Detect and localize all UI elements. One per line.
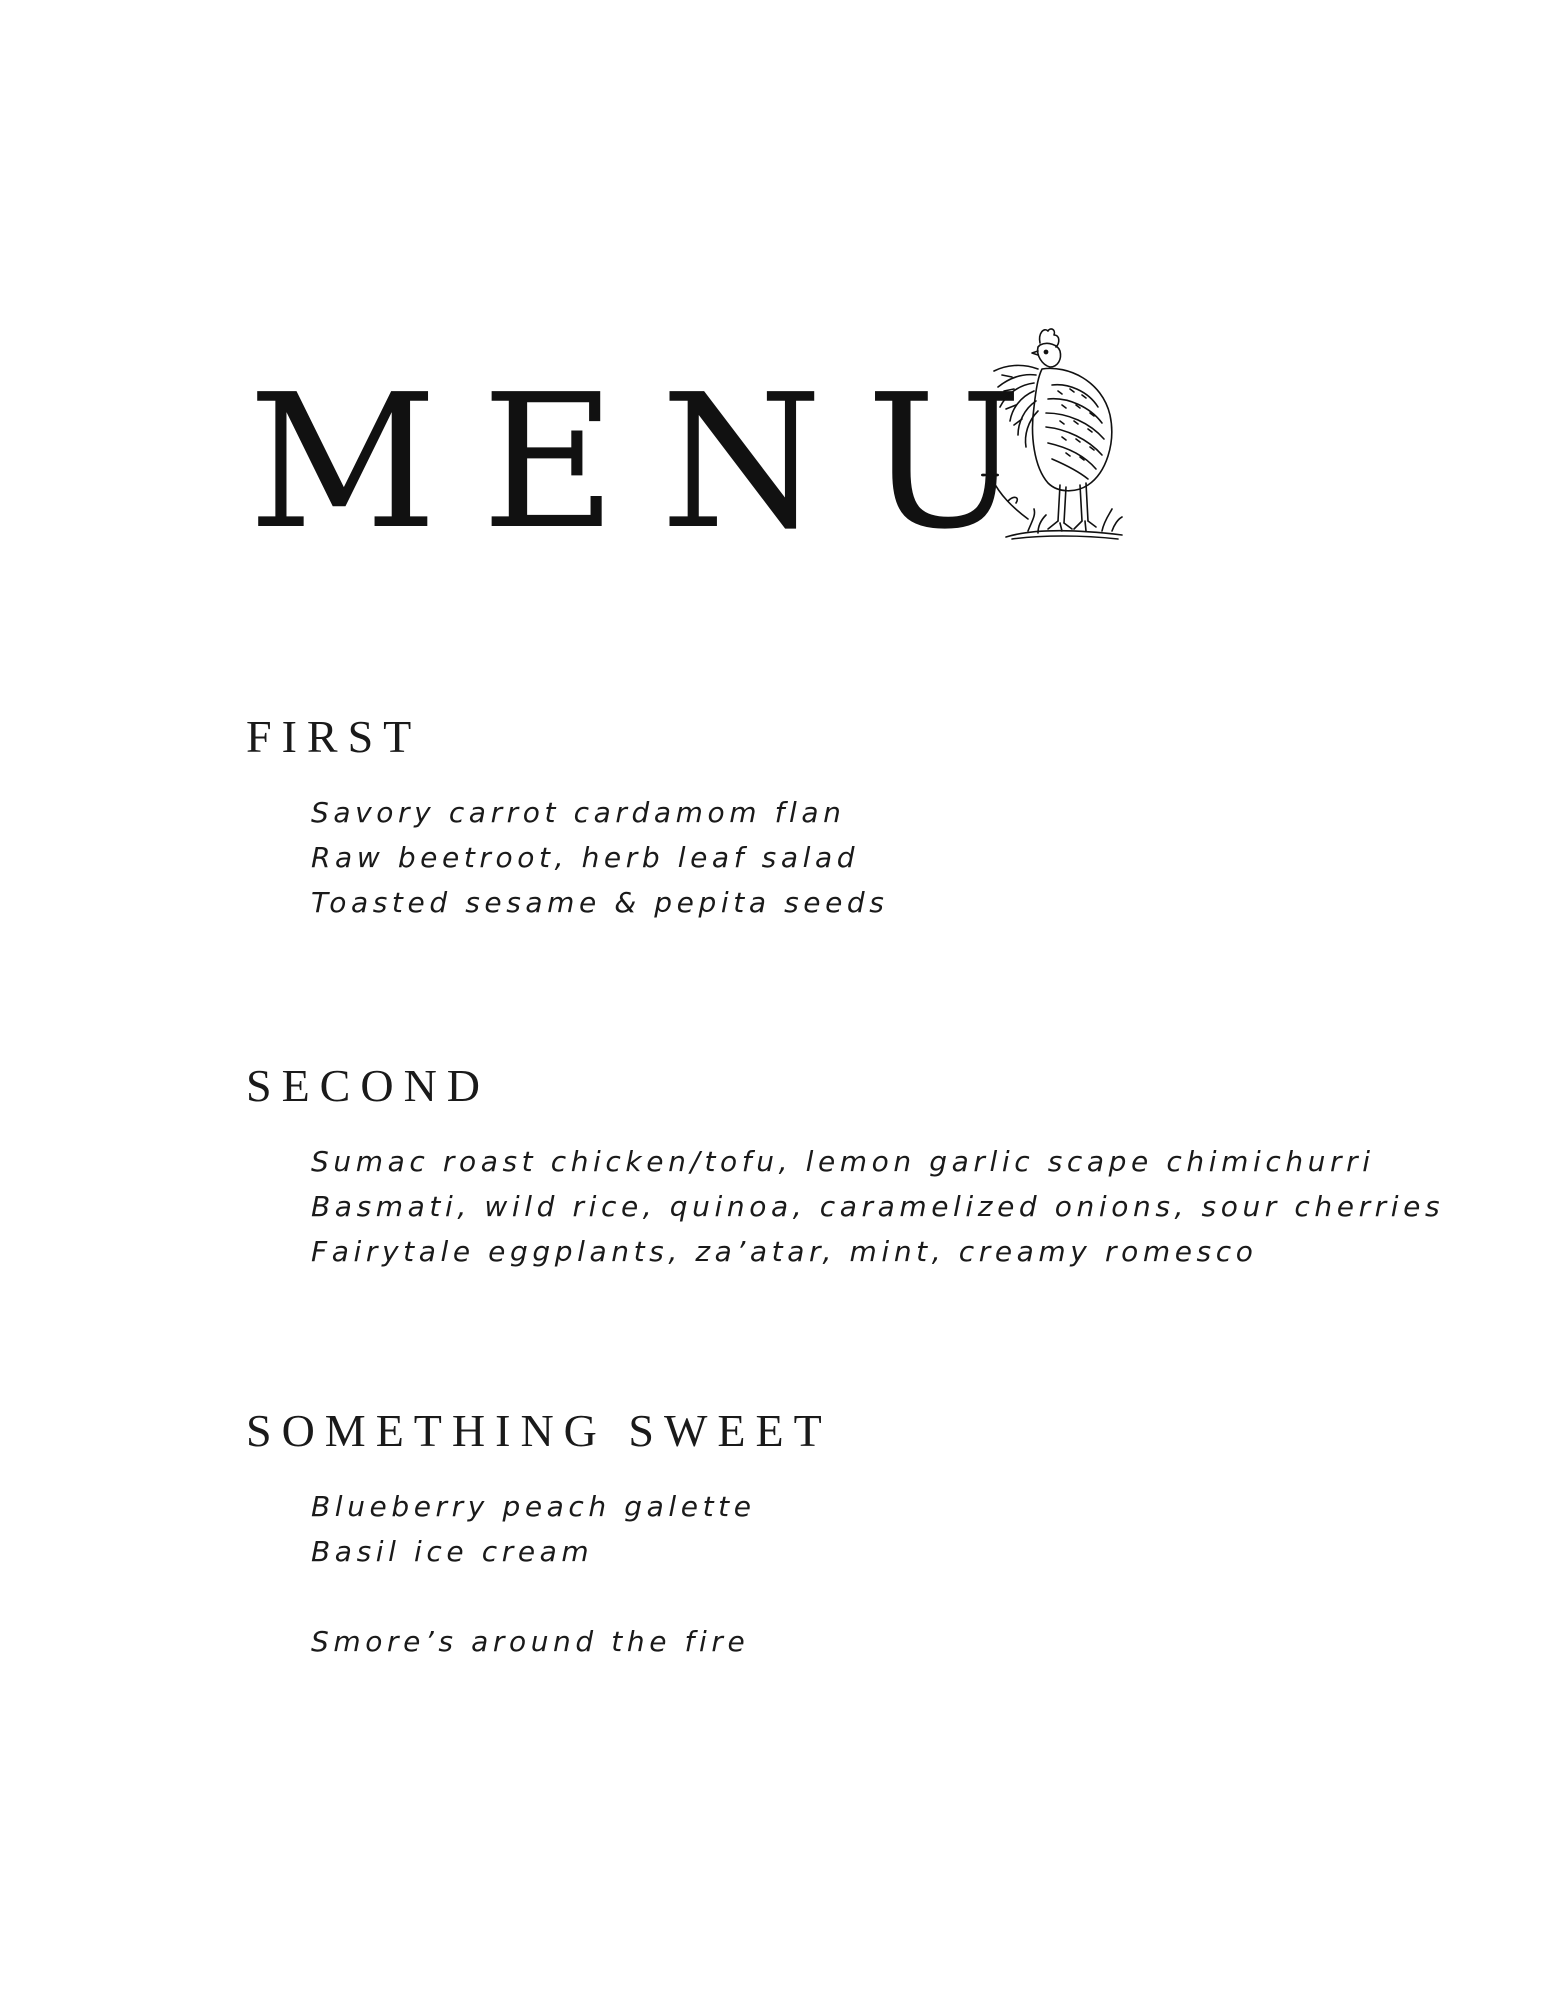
- menu-item: Blueberry peach galette: [311, 1490, 756, 1523]
- menu-item: Sumac roast chicken/tofu, lemon garlic scape chimichurri: [311, 1145, 1375, 1178]
- menu-item: Basil ice cream: [311, 1535, 594, 1568]
- menu-item: Fairytale eggplants, za’atar, mint, creamy romesco: [311, 1235, 1258, 1268]
- page-title: MENU: [248, 354, 1067, 570]
- section-heading-first: FIRST: [246, 711, 422, 762]
- section-heading-second: SECOND: [246, 1060, 491, 1111]
- section-items-first: [311, 790, 889, 925]
- chicken-illustration-icon: [972, 325, 1132, 575]
- menu-item: Basmati, wild rice, quinoa, caramelized onions, sour cherries: [311, 1190, 1445, 1223]
- section-items-something-sweet: [311, 1484, 756, 1664]
- menu-item: Raw beetroot, herb leaf salad: [311, 841, 860, 874]
- menu-item: Smore’s around the fire: [311, 1625, 750, 1658]
- menu-item: Savory carrot cardamom flan: [311, 796, 846, 829]
- section-heading-something-sweet: SOMETHING SWEET: [246, 1405, 832, 1456]
- section-items-second: [311, 1139, 1444, 1274]
- menu-item: Toasted sesame & pepita seeds: [311, 886, 889, 919]
